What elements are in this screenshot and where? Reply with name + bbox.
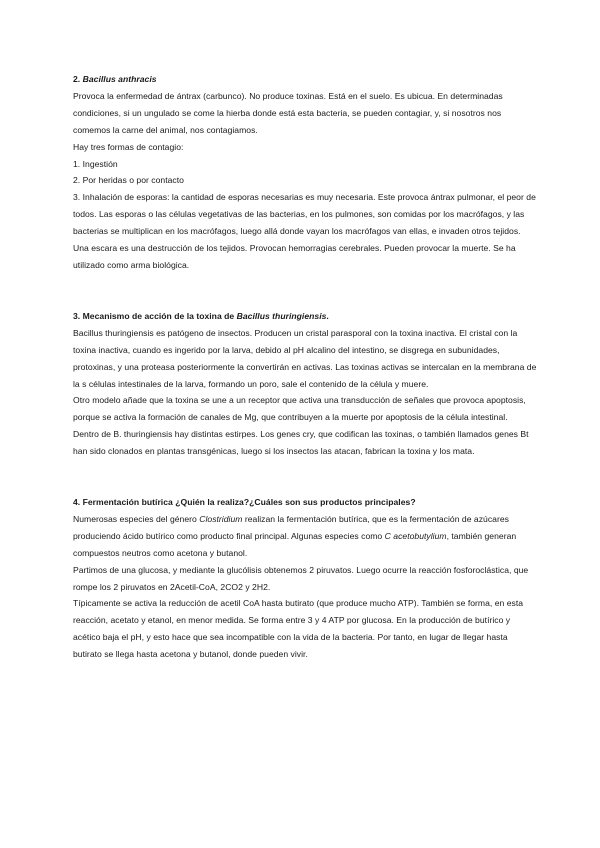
heading-suffix: . bbox=[326, 310, 329, 321]
paragraph bbox=[73, 511, 538, 562]
paragraph: Dentro de B. thuringiensis hay distintas estirpes. Los genes cry, que codifican las toxinas, o también llamados genes Bt han sido clonados en plantas transgénicas, luego si los insectos las atacan, fabrican la toxina y los mata. bbox=[73, 429, 529, 457]
text-run: Numerosas especies del género bbox=[73, 513, 200, 524]
text-run: realizan la fermentación butírica, que es la fermentación de azúcares produciendo ácido butírico como producto final principal. Algunas especies como bbox=[73, 513, 509, 541]
paragraph: Bacillus thuringiensis es patógeno de insectos. Producen un cristal parasporal con la toxina inactiva. El cristal con la toxina inactiva, cuando es ingerido por la larva, debido al pH alcalino del intestino, se disgrega en subunidades, protoxinas, y una proteasa posteriormente la convertirán en activas. Las toxinas activas se intercalan en la membrana de la s células intestinales de la larva, formando un poro, sale el contenido de la célula y muere. bbox=[73, 327, 537, 389]
italic-term: Clostridium bbox=[199, 513, 243, 524]
paragraph: Provoca la enfermedad de ántrax (carbunco). No produce toxinas. Está en el suelo. Es ubicua. En determinadas condiciones, si un ungulado se come la hierba donde está esta bacteria, se pueden contagiar, y, si nosotros nos comemos la carne del animal, nos contagiamos. bbox=[73, 90, 503, 135]
contagion-list bbox=[73, 156, 538, 274]
section-bacillus-thuringiensis bbox=[73, 308, 538, 460]
paragraph: Partimos de una glucosa, y mediante la glucólisis obtenemos 2 piruvatos. Luego ocurre la reacción fosforoclástica, que rompe los 2 piruvatos en 2Acetil-CoA, 2CO2 y 2H2. bbox=[73, 564, 529, 592]
text-run: , también generan compuestos neutros como acetona y butanol. bbox=[73, 530, 517, 558]
heading-number: 3. Mecanismo de acción de la toxina de bbox=[73, 310, 235, 321]
list-item: 2. Por heridas o por contacto bbox=[73, 175, 184, 186]
section-bacillus-anthracis bbox=[73, 71, 538, 274]
section-heading bbox=[73, 308, 538, 325]
section-butyric-fermentation bbox=[73, 494, 538, 663]
section-heading: 4. Fermentación butírica ¿Quién la realiza?¿Cuáles son sus productos principales? bbox=[73, 497, 416, 508]
document-content bbox=[73, 71, 538, 663]
paragraph: Otro modelo añade que la toxina se une a un receptor que activa una transducción de señales que provoca apoptosis, porque se activa la formación de canales de Mg, que contribuyen a la muerte por apoptosis de la célula intestinal. bbox=[73, 395, 526, 423]
paragraph: Hay tres formas de contagio: bbox=[73, 141, 184, 152]
paragraph: Típicamente se activa la reducción de acetil CoA hasta butirato (que produce mucho ATP). También se forma, en esta reacción, acetato y etanol, en menor medida. Se forma entre 3 y 4 ATP por glucosa. En la producción de butírico y acético baja el pH, y esto hace que sea incompatible con la vida de la bacteria. Por tanto, en lugar de llegar hasta butirato se llega hasta acetona y butanol, donde pueden vivir. bbox=[73, 598, 524, 660]
section-heading bbox=[73, 71, 538, 88]
italic-term: C acetobutylium bbox=[384, 530, 447, 541]
heading-italic: Bacillus thuringiensis bbox=[236, 310, 327, 321]
heading-italic: Bacillus anthracis bbox=[82, 74, 157, 84]
list-item: 1. Ingestión bbox=[73, 158, 118, 169]
list-item: 3. Inhalación de esporas: la cantidad de esporas necesarias es muy necesaria. Este provoca ántrax pulmonar, el peor de todos. Las esporas o las células vegetativas de las bacterias, en los pulmones, son comidas por los macrófagos, y las bacterias se multiplican en los macrófagos, luego allá donde vayan los macrófagos van ellas, e invaden otros tejidos. Una escara es una destrucción de los tejidos. Provocan hemorragias cerebrales. Pueden provocar la muerte. Se ha utilizado como arma biológica. bbox=[73, 192, 536, 270]
heading-number: 2. bbox=[73, 74, 81, 84]
